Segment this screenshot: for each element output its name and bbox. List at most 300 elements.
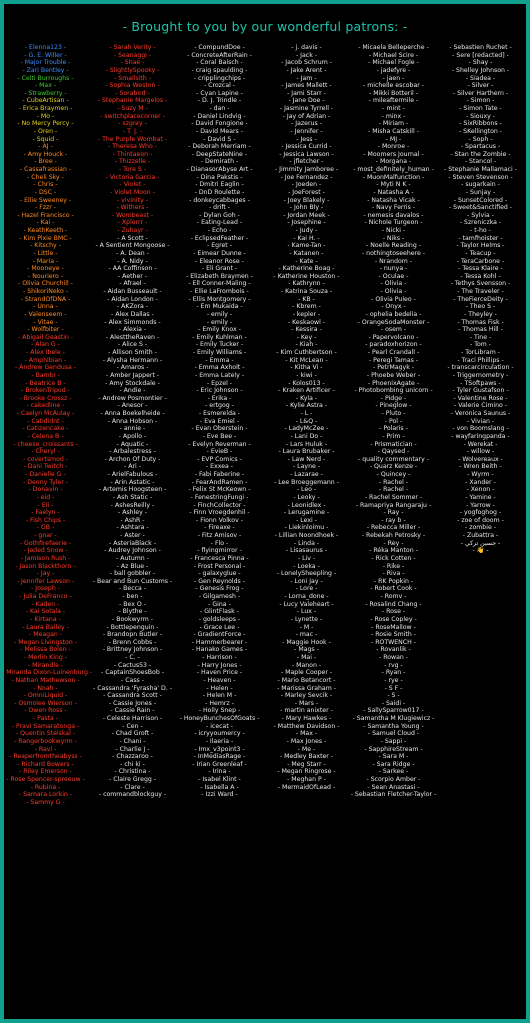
- patron-name: - Emily Tucker -: [195, 341, 244, 349]
- patron-name: - rvg -: [384, 661, 403, 669]
- patron-name: - Francesca Pinna -: [190, 554, 249, 562]
- patron-name: - Ashley -: [118, 509, 147, 517]
- patron-name: - SlightlySpooky -: [105, 66, 160, 74]
- patron-name: - Hemrz -: [205, 699, 234, 707]
- patron-name: - Gen Reynolds -: [194, 577, 245, 585]
- patron-name: - Dmitri Eaglin -: [195, 181, 244, 189]
- patron-name: - Emma Axholt -: [194, 364, 245, 372]
- patron-name: - Deborah Merriam -: [188, 143, 251, 151]
- patron-name: - AsteriaBlack -: [109, 539, 156, 547]
- patron-name: - Izzi Ward -: [201, 791, 238, 799]
- patron-name: - Daniel Lindvig -: [193, 112, 246, 120]
- patron-name: - jaen -: [382, 74, 405, 82]
- patron-name: - MJ -: [385, 135, 402, 143]
- patron-name: - Rachel Sommer -: [364, 493, 423, 501]
- patron-name: - t-ho -: [470, 227, 491, 234]
- patron-name: - craig spaulding -: [191, 66, 248, 74]
- patron-name: - Tom -: [470, 341, 491, 349]
- patron-name: - mint -: [382, 105, 405, 112]
- patron-name: - Mai -: [296, 654, 317, 661]
- patron-name: - Emily Knox -: [198, 326, 241, 334]
- patron-name: - nemesis davalos -: [363, 211, 424, 219]
- patron-name: - SapphireStream -: [364, 745, 423, 753]
- patron-name: - Finn Vroegdenhil -: [189, 509, 250, 517]
- patron-name: - FinchCollector -: [193, 501, 246, 509]
- patron-name: - drift -: [208, 204, 231, 212]
- patron-name: - Meghan P -: [287, 776, 326, 783]
- patron-name: - Claire Gregg -: [109, 776, 156, 783]
- patron-name: - The Purple Wombat -: [97, 135, 168, 143]
- patron-name: - Oren -: [33, 127, 58, 135]
- patron-name: - Bookwyrm -: [112, 615, 153, 623]
- patron-name: - Exxea -: [205, 463, 234, 471]
- patron-name: - Yamine -: [465, 493, 496, 501]
- patron-name: - John Bly -: [289, 204, 324, 212]
- patron-name: - Tessa Kohl -: [460, 272, 501, 280]
- patron-name: - AKZora -: [116, 303, 149, 311]
- patron-name: - Kylie Astra -: [285, 402, 328, 410]
- patron-name: - L&Q -: [295, 417, 318, 425]
- patron-column-5: [350, 44, 437, 799]
- patron-name: - KeathKeeth -: [23, 227, 68, 234]
- patron-name: - CubeArtisan -: [22, 97, 69, 105]
- patron-name: - Katherine Boag -: [278, 265, 335, 273]
- patron-name: - Hammerbearer -: [191, 638, 248, 646]
- patron-name: - Amber Jappert -: [105, 371, 160, 379]
- patron-name: - Rowan -: [379, 654, 408, 661]
- patron-name: - Jamison Rush -: [20, 554, 71, 562]
- patron-name: - Peregi Tamas -: [368, 356, 419, 364]
- patron-name: - Samantha Young -: [363, 722, 424, 730]
- patron-name: - Eleanor Rose -: [195, 257, 244, 265]
- patron-name: - KB -: [298, 295, 315, 303]
- patron-name: - Riley Emerson -: [19, 768, 72, 776]
- patron-name: - AshesReilly -: [110, 501, 155, 509]
- patron-name: - Kim Cuthbertson -: [276, 349, 337, 356]
- patron-name: - Réka Manton -: [369, 547, 418, 555]
- patron-column-4: [263, 44, 350, 791]
- patron-name: - Elizabeth Braymen -: [186, 272, 253, 280]
- patron-name: - Ashtara -: [116, 524, 149, 532]
- patron-name: - Harrison -: [202, 654, 237, 661]
- patron-name: - Little -: [33, 249, 58, 257]
- patron-name: - Brittney Johnson -: [102, 646, 163, 654]
- patron-name: - Noelle Reading -: [366, 242, 421, 250]
- patron-name: - ertgog -: [205, 402, 234, 410]
- patron-name: - A. Nidy -: [117, 257, 148, 265]
- patron-name: - Jennifer Lawson -: [16, 577, 75, 585]
- patron-name: - Andrew Gendusa -: [14, 364, 77, 372]
- patron-name: - Mario Betancort -: [277, 676, 336, 684]
- patron-name: - mac -: [295, 631, 318, 639]
- patron-name: - G. E. Willer -: [24, 51, 67, 59]
- patron-name: - Felix St McKeown -: [188, 486, 251, 494]
- patron-name: - jadefyre -: [376, 66, 411, 74]
- patron-name: - Rebecca Miller -: [366, 524, 421, 532]
- patron-name: - Abigail Geastin -: [17, 333, 74, 341]
- patron-name: - eid -: [36, 493, 55, 501]
- patron-name: - Navy Ferris -: [371, 204, 416, 212]
- patron-name: - Rubina -: [30, 783, 61, 791]
- patron-name: - TeraCarbone -: [456, 257, 505, 265]
- patron-name: - Major Trouble -: [20, 59, 71, 67]
- patron-name: - Prismatician -: [370, 440, 417, 448]
- patron-name: - Soph -: [468, 135, 493, 143]
- patron-name: - GB -: [36, 524, 55, 532]
- patron-name: - Wombeast -: [111, 211, 154, 219]
- patron-name: - Bree -: [34, 158, 57, 166]
- patron-name: - Chris -: [33, 181, 58, 189]
- patron-name: - Cassie Jones -: [108, 699, 156, 707]
- patron-name: - Eva Emiel -: [200, 417, 239, 425]
- patron-name: - Emma Lately -: [195, 371, 244, 379]
- patron-name: - Richard Bowers -: [17, 760, 74, 768]
- patron-name: - Valerie Cimino -: [454, 402, 507, 410]
- patron-name: - Zubattra -: [462, 532, 499, 539]
- patron-name: - Hazel Francisco -: [17, 211, 74, 219]
- patron-name: - chi ki -: [120, 760, 145, 768]
- patron-name: - Tethys Svensson -: [450, 280, 511, 288]
- patron-name: - osem -: [380, 326, 407, 334]
- patron-name: - David Mears -: [196, 127, 243, 135]
- patron-name: - ROTWENCH -: [371, 638, 416, 646]
- patron-name: - Natasha Vicak -: [367, 196, 420, 204]
- patron-name: - Mags -: [294, 646, 319, 654]
- patron-name: - Ash Static -: [112, 493, 153, 501]
- patron-name: - Romv -: [380, 593, 407, 600]
- patron-name: - Megan Livingston -: [14, 638, 77, 646]
- patron-name: - Haven Price -: [196, 669, 243, 677]
- patron-name: - Leoky -: [293, 493, 320, 501]
- patron-name: - Lux -: [296, 608, 317, 616]
- patron-name: - Fish Chips -: [25, 516, 66, 524]
- patron-name: - jfletcher -: [289, 158, 324, 166]
- patron-name: - Rachel -: [378, 478, 409, 486]
- patron-name: - Anna Boekelheide -: [100, 410, 165, 417]
- patron-name: - Theyley -: [464, 310, 497, 318]
- patron-name: - Alysha Hermann -: [102, 356, 163, 364]
- patron-name: - Arin Astatic -: [110, 478, 155, 486]
- patron-name: - Egret -: [207, 242, 232, 250]
- patron-name: - Lillian Noondhoek -: [274, 532, 339, 539]
- patron-name: - covertsmod -: [23, 455, 68, 463]
- patron-name: - Phoebe Weber -: [366, 371, 421, 379]
- patron-name: - Rick Cotten -: [371, 554, 416, 562]
- patron-name: - ophelia bedelia -: [365, 310, 422, 318]
- patron-name: - Kate -: [295, 257, 318, 265]
- patron-name: - Unna -: [33, 303, 58, 311]
- patron-name: - Mikki Botteril -: [369, 89, 418, 97]
- patron-name: - Joey Blakely -: [283, 196, 330, 204]
- patron-name: - Monroe -: [377, 143, 410, 151]
- patron-name: - paradoxhorizon -: [365, 341, 422, 349]
- patron-name: - Tine -: [469, 333, 492, 341]
- patron-name: - Pidge -: [380, 394, 407, 402]
- patron-name: - Donavin -: [28, 486, 63, 494]
- patron-name: - Rebekah Petrosky -: [361, 532, 426, 539]
- patron-name: - Kathrynn -: [288, 280, 325, 288]
- patron-name: - Layne -: [292, 463, 321, 471]
- patron-name: - Lorna_done -: [284, 593, 329, 600]
- patron-name: - Celena B -: [27, 432, 64, 440]
- patron-name: - TheFierceDeity -: [453, 295, 508, 303]
- patron-name: - Catididnt -: [27, 417, 64, 425]
- patron-name: - Kai -: [36, 219, 55, 227]
- patron-name: - Polaris -: [379, 425, 408, 433]
- patron-name: - Sarkee -: [378, 768, 409, 776]
- patron-name: - Rose Spencer-spreeuw -: [6, 776, 85, 783]
- patron-name: - Emily Williams -: [192, 349, 247, 356]
- patron-name: - Silver Harthern -: [452, 89, 509, 97]
- patron-name: - Thirdaeon -: [112, 150, 153, 158]
- patron-name: - Traci Phillips -: [457, 356, 504, 364]
- patron-name: - Jimmity Jamboree -: [274, 166, 339, 173]
- patron-name: - Eli Grant -: [201, 265, 238, 273]
- patron-name: - Dylan Goh -: [199, 211, 240, 219]
- patron-name: - Mo -: [36, 112, 55, 120]
- patron-name: - Chad Groft -: [111, 730, 154, 738]
- patron-name: - Kitschy -: [30, 242, 61, 250]
- patron-name: - zoe of doom -: [457, 516, 504, 524]
- patron-name: - Kraken Artificer -: [278, 387, 335, 395]
- patron-name: - kepler -: [292, 310, 321, 318]
- patron-name: - galaxyglue -: [198, 570, 241, 578]
- patron-name: - Kame-Tan -: [287, 242, 326, 250]
- patron-name: - Squid -: [32, 135, 59, 143]
- patron-name: - Michael Fogle -: [368, 59, 419, 67]
- patron-name: - Wren Beith -: [459, 463, 502, 471]
- patron-name: - Em Mukaida -: [196, 303, 243, 311]
- patron-name: - Kim Pixie BMC -: [19, 234, 72, 242]
- patron-name: - Shae -: [120, 59, 145, 67]
- patron-name: - Saidi -: [381, 699, 406, 707]
- patron-name: - Nouriero -: [28, 272, 63, 280]
- patron-name: - Danielle G -: [25, 471, 66, 478]
- patron-name: - Eli -: [37, 501, 54, 509]
- patron-name: - Allison Smith -: [108, 349, 157, 356]
- patron-name: - Jacob Schrum -: [281, 59, 332, 67]
- patron-name: - Esmerelda -: [198, 410, 241, 417]
- patron-name: - Sweet&Sanctified -: [448, 204, 513, 212]
- patron-name: - Micaela Belleperche -: [358, 44, 429, 51]
- patron-name: - Amphibian -: [24, 356, 67, 364]
- patron-name: - Laura Brubaker -: [278, 448, 335, 456]
- patron-name: - Nathan Mathewson -: [11, 676, 80, 684]
- patron-name: - Chani -: [119, 737, 146, 745]
- patron-name: - Reaperfromtheabyss -: [9, 753, 82, 761]
- patron-name: - Rey -: [383, 539, 404, 547]
- patron-name: - Grace Lee -: [199, 623, 240, 631]
- patron-name: - Brenn Cobbs -: [108, 638, 157, 646]
- patron-name: - Erika -: [207, 394, 232, 402]
- patron-name: - Blythe -: [118, 608, 147, 616]
- patron-name: - Lee Broeggemann -: [274, 478, 339, 486]
- patron-name: - CompundDoe -: [194, 44, 245, 51]
- patron-name: - Sorabird -: [115, 89, 150, 97]
- patron-name: - MermaidOfLead -: [277, 783, 336, 791]
- patron-name: - Quentin Steiskal -: [15, 730, 76, 738]
- patron-name: - Celeste Harrison -: [102, 715, 163, 722]
- patron-name: - Mooneye -: [27, 265, 64, 273]
- patron-name: - Loni Jay -: [290, 577, 323, 585]
- patron-name: - InMediasRage -: [193, 753, 246, 761]
- patron-name: - CaptainShoesBob -: [101, 669, 164, 677]
- patron-name: - Olivia Churchill -: [18, 280, 73, 288]
- patron-name: - Isabella A -: [200, 783, 239, 791]
- patron-name: - Judy -: [295, 227, 318, 234]
- patron-name: - DSC -: [34, 188, 57, 196]
- patron-name: - GlintFlask -: [200, 608, 239, 616]
- patron-name: - حسين تركي -: [460, 539, 501, 547]
- patron-name: - FearAndRamen -: [191, 478, 248, 486]
- patron-name: - Rose Copley -: [370, 615, 417, 623]
- patron-name: - Sarah Verity -: [109, 44, 156, 51]
- patron-name: - Smallsith -: [114, 74, 151, 82]
- patron-name: - Anesor -: [117, 402, 148, 410]
- patron-name: - Zari Bentley -: [22, 66, 69, 74]
- patron-name: - Cassandra 'Fyrasha' D. -: [93, 684, 172, 692]
- patron-name: - Suzy M -: [117, 105, 148, 112]
- patron-name: - Pluto -: [381, 410, 406, 417]
- patron-name: - sugarkain -: [461, 181, 500, 189]
- patron-name: - Maple Cooper -: [280, 669, 333, 677]
- patron-name: - Pol -: [384, 417, 403, 425]
- patron-name: - Charlie J -: [115, 745, 150, 753]
- patron-name: - Alex Ibele -: [26, 349, 65, 356]
- patron-name: - Bex O -: [119, 600, 146, 608]
- patron-name: - nothingtoseehere -: [361, 249, 425, 257]
- patron-name: - Gothfirefaerie -: [19, 539, 72, 547]
- patron-name: - Samantha M Klugiewicz -: [352, 715, 435, 722]
- patron-name: - Strawberry -: [24, 89, 67, 97]
- patron-name: - S F -: [384, 684, 403, 692]
- patron-name: - Thomas Fisk -: [457, 318, 504, 326]
- patron-name: - Cassafrassian -: [19, 166, 72, 173]
- patron-name: - Kessira -: [291, 326, 322, 334]
- patron-name: - Kiah -: [295, 341, 318, 349]
- patron-name: - Evelyn Reverman -: [188, 440, 251, 448]
- patron-name: - Fionn Volkov -: [196, 516, 243, 524]
- patron-name: - Nicki -: [381, 227, 406, 234]
- patron-name: - commandblockguy -: [98, 791, 167, 799]
- patron-name: - ray b -: [381, 516, 406, 524]
- patron-name: - Wolfbiter -: [27, 326, 64, 334]
- patron-name: - Mirandle -: [27, 661, 64, 669]
- patron-name: - Kirtana -: [30, 615, 61, 623]
- patron-name: - Simon Tate -: [459, 105, 502, 112]
- patron-name: - Pineglow -: [375, 402, 412, 410]
- patron-name: - dan -: [209, 105, 230, 112]
- patron-name: - Lexi -: [296, 516, 317, 524]
- patron-name: - Ilaeria -: [205, 737, 234, 745]
- patron-name: - Pasta -: [32, 715, 59, 722]
- patron-name: - vivinity -: [117, 196, 148, 204]
- patron-name: - Kai H. -: [293, 234, 320, 242]
- patron-name: - Aster -: [120, 532, 145, 539]
- patron-name: - Lynette -: [290, 615, 323, 623]
- patron-name: - Megan Ringrose -: [277, 768, 336, 776]
- patron-name: - Olivia -: [380, 288, 407, 295]
- patron-name: - Andie -: [119, 387, 146, 395]
- patron-name: - Rosalind Chang -: [365, 600, 422, 608]
- patron-name: - Triggernometry -: [452, 371, 509, 379]
- patron-name: - Cassie Rain -: [110, 707, 155, 715]
- patron-name: - Quincey -: [376, 471, 411, 478]
- patron-name: - Alan G -: [31, 341, 60, 349]
- patron-name: - Amy Stockdale -: [105, 379, 160, 387]
- patron-name: - Quarz Kenze -: [369, 463, 418, 471]
- patron-name: - Nichole Turgeon -: [364, 219, 423, 227]
- patron-name: - Becca -: [118, 585, 147, 593]
- patron-column-3: [176, 44, 263, 799]
- patron-name: - Ari -: [124, 463, 141, 471]
- patron-name: - Simon -: [466, 97, 495, 105]
- patron-name: - Sere [redacted] -: [452, 51, 509, 59]
- patron-name: - Ellis Montgomery -: [188, 295, 251, 303]
- patron-name: - Rovanlik -: [376, 646, 411, 654]
- patron-name: - Leonidlex -: [287, 501, 326, 509]
- patron-name: - Faelyn -: [31, 509, 60, 517]
- patron-name: - Kyla -: [295, 394, 318, 402]
- patron-name: - Sean Anastasi -: [367, 783, 420, 791]
- patron-name: - minx -: [381, 112, 406, 120]
- patron-name: - OrangeSodaMonster -: [357, 318, 430, 326]
- patron-name: - Photobombing unicorn -: [354, 387, 433, 395]
- patron-name: - T. J. -: [122, 127, 143, 135]
- patron-name: - michelle escobar -: [363, 82, 424, 90]
- patron-name: - Ellie LaFrombois -: [190, 288, 249, 295]
- patron-name: - Oculae -: [378, 272, 409, 280]
- patron-name: - Lani Do -: [290, 432, 323, 440]
- patron-name: - Alice S -: [117, 341, 148, 349]
- patron-name: - Fitz Amisov -: [197, 532, 242, 539]
- patron-name: - Cheli Sky -: [27, 173, 64, 181]
- patron-name: - Archon Of Duty -: [104, 455, 161, 463]
- patron-name: - Gina -: [208, 600, 231, 608]
- patron-name: - Harry Jones -: [197, 661, 242, 669]
- patron-name: - GradientForce -: [193, 631, 246, 639]
- patron-name: - Jake Arent -: [286, 66, 327, 74]
- patron-name: - Max Jones -: [286, 737, 327, 745]
- patron-name: - Rose -: [381, 608, 406, 616]
- patron-name: - Jordan Meek -: [283, 211, 330, 219]
- patron-name: - Myti N K -: [376, 181, 411, 189]
- patron-name: - Katanen -: [289, 249, 324, 257]
- patron-name: - Katrina Souza -: [280, 288, 333, 295]
- patron-name: - Jam -: [296, 74, 317, 82]
- patron-name: - Cactus53 -: [113, 661, 152, 669]
- patron-name: - Me -: [297, 745, 316, 753]
- patron-name: - Marissa Graham -: [277, 684, 336, 692]
- patron-name: - Valenseem -: [24, 310, 67, 318]
- patron-name: - Katherine Houston -: [273, 272, 340, 280]
- patron-column-2: [89, 44, 176, 799]
- patron-name: - SunsetColored -: [453, 196, 508, 204]
- patron-name: - EclipsedFeather -: [190, 234, 249, 242]
- patron-name: - Genesis Frog -: [195, 585, 244, 593]
- patron-name: - StrandOfDNA -: [20, 295, 71, 303]
- patron-name: - j. davis -: [291, 44, 322, 51]
- patron-name: - Theresa Who -: [108, 143, 157, 151]
- patron-name: - nunya -: [379, 265, 408, 273]
- patron-name: - Lisasaurus -: [285, 547, 328, 555]
- patron-name: - Anna Hobson -: [107, 417, 158, 425]
- patron-name: - Papervolcano -: [368, 333, 419, 341]
- patron-name: - willow -: [466, 448, 495, 456]
- patron-name: - Jessica Lawson -: [279, 150, 334, 158]
- patron-name: - Dani Twitch -: [23, 463, 68, 471]
- patron-name: - LonelySheepling -: [276, 570, 337, 578]
